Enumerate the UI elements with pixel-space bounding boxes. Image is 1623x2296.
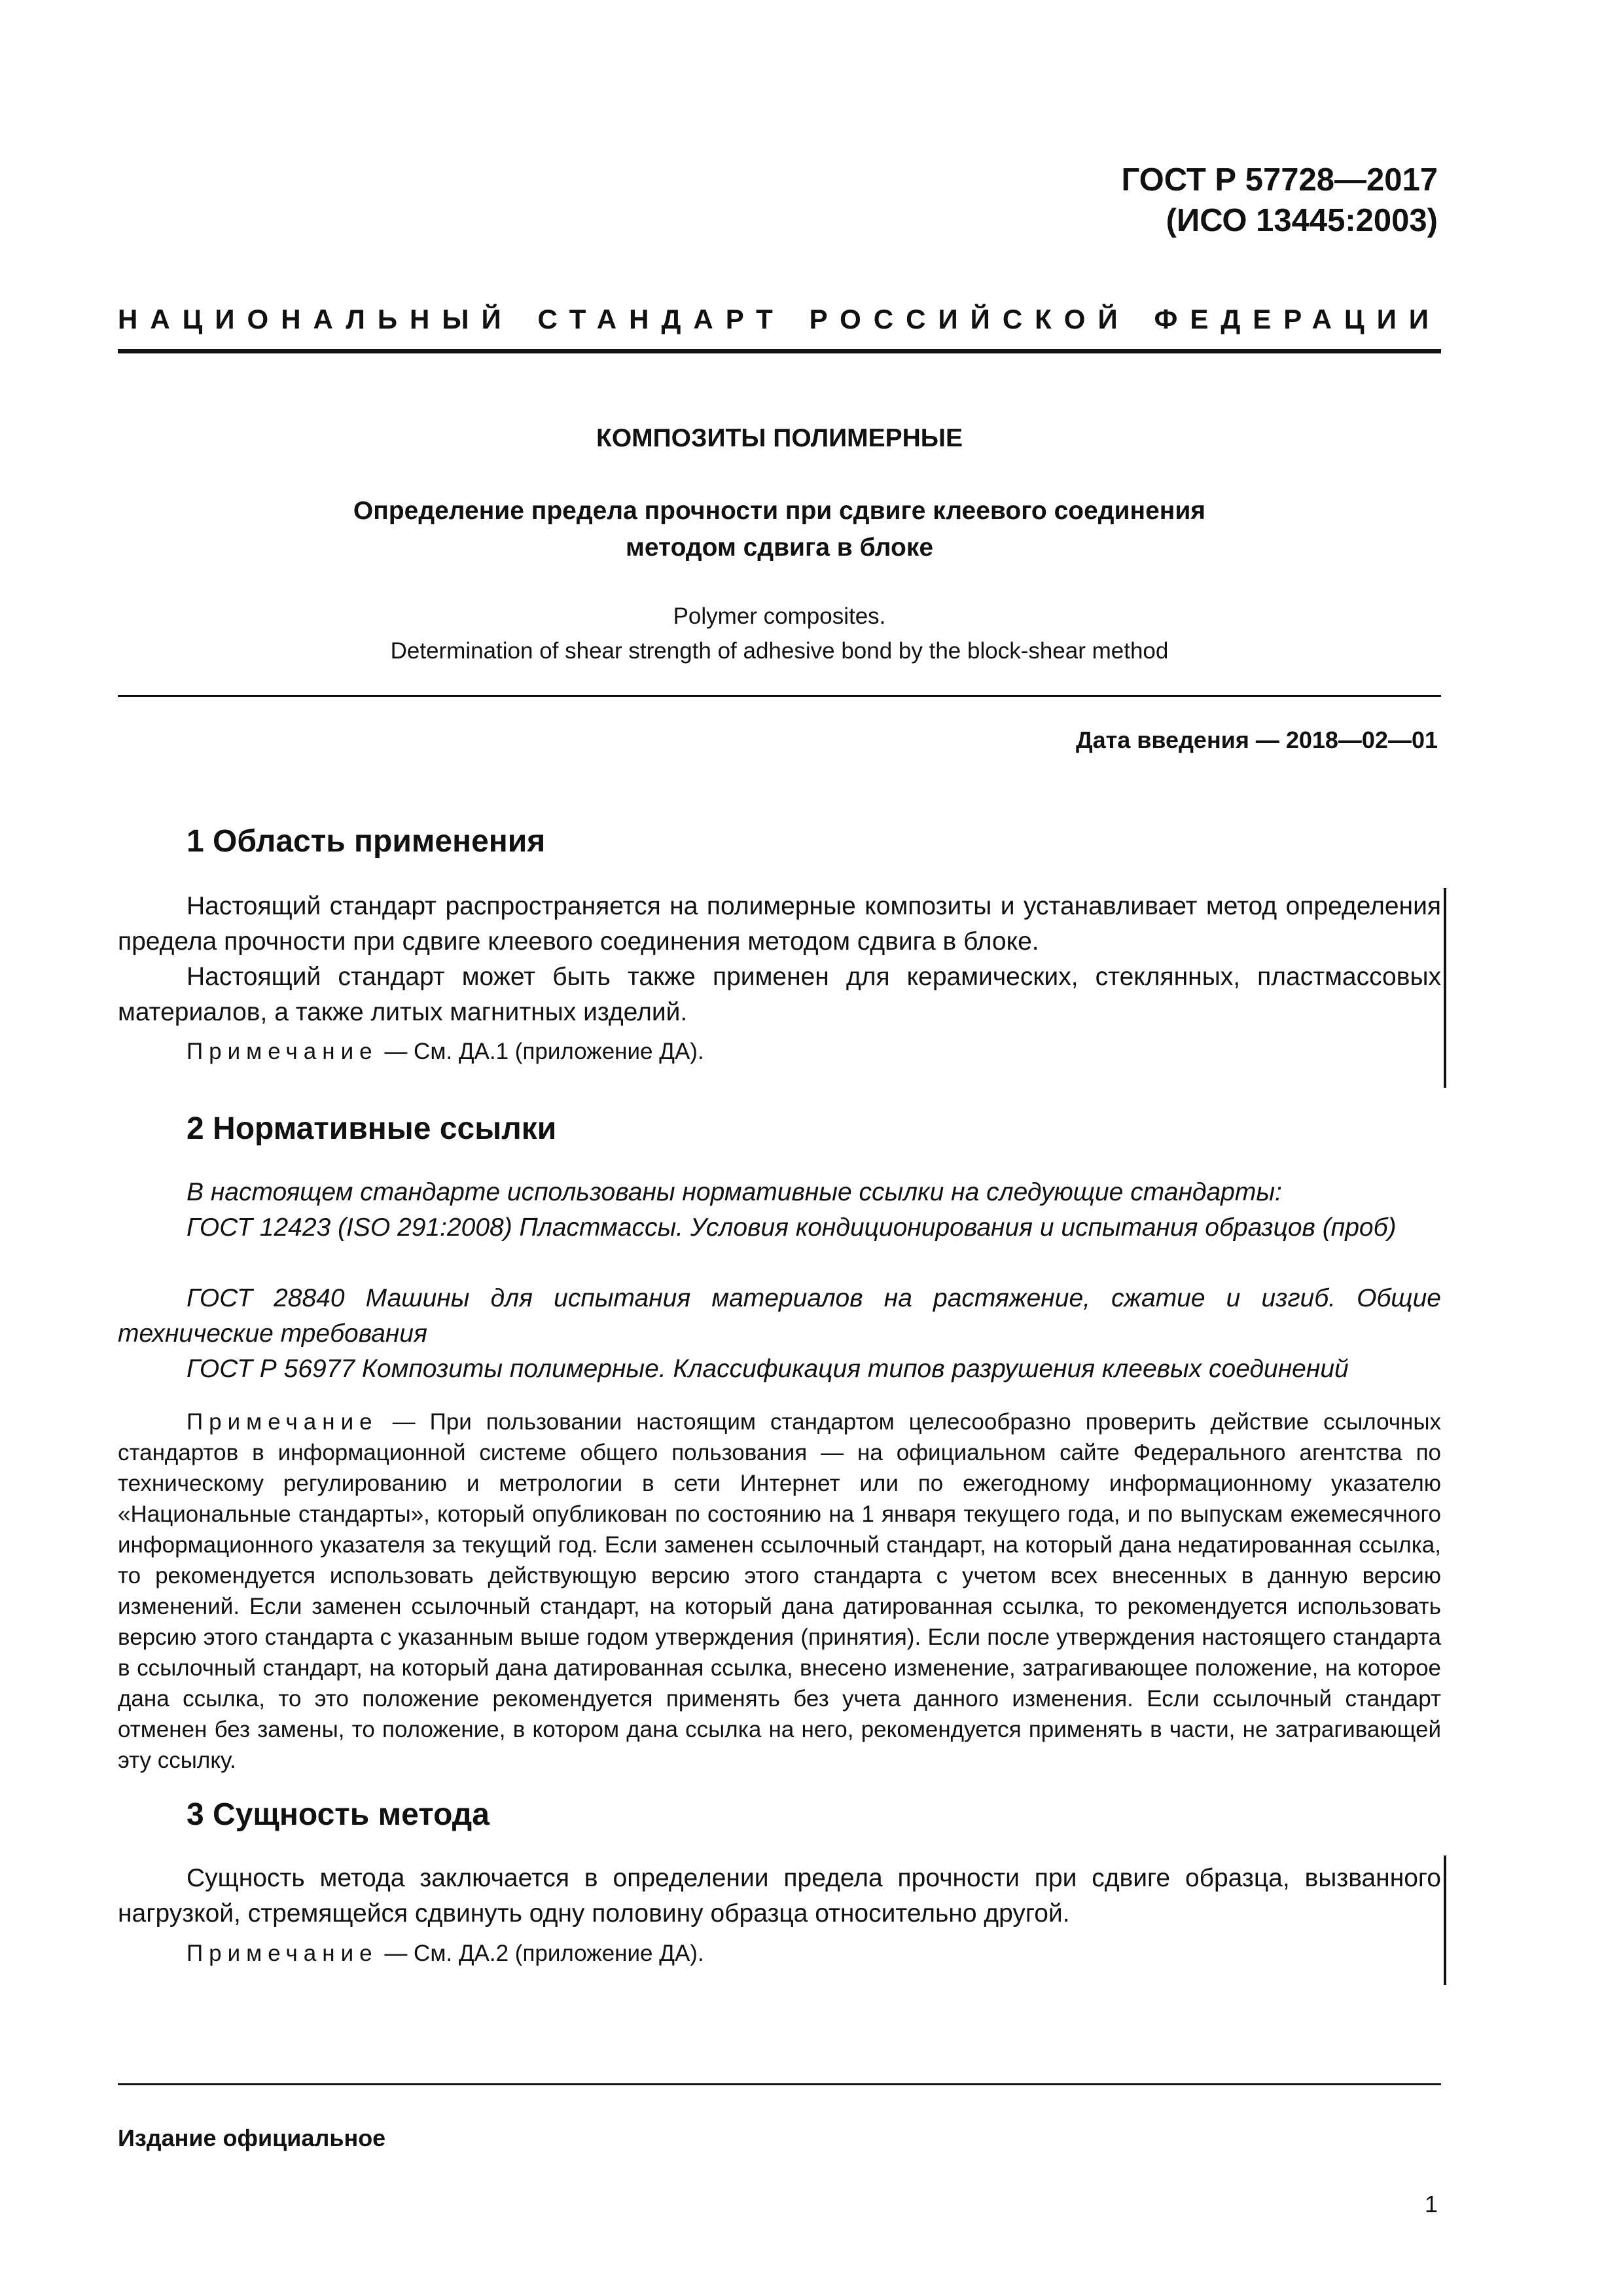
english-title-line: Polymer composites. xyxy=(673,603,886,629)
note-label: Примечание xyxy=(187,1409,378,1435)
subtitle-line: методом сдвига в блоке xyxy=(625,533,934,562)
section-1-note xyxy=(118,1036,1441,1067)
official-edition-label: Издание официальное xyxy=(118,2125,386,2151)
section-3-heading: 3 Сущность метода xyxy=(187,1797,490,1832)
change-bar xyxy=(1444,1856,1446,1985)
footer-rule xyxy=(118,2083,1441,2085)
note-text: — См. ДА.2 (приложение ДА). xyxy=(378,1941,704,1966)
note-label: Примечание xyxy=(187,1941,378,1966)
national-standard-banner xyxy=(118,302,1441,336)
note-label: Примечание xyxy=(187,1039,378,1064)
title-rule xyxy=(118,695,1441,697)
subtitle-line: Определение предела прочности при сдвиге клеевого соединения xyxy=(353,497,1206,525)
document-title: КОМПОЗИТЫ ПОЛИМЕРНЫЕ xyxy=(596,424,963,452)
banner-word: СТАНДАРТ xyxy=(537,304,785,334)
section-1-paragraph: Настоящий стандарт распространяется на полимерные композиты и устанавливает метод определения предела прочности при сдвиге клеевого соединения методом сдвига в блоке. xyxy=(118,892,1441,956)
references-intro: В настоящем стандарте использованы нормативные ссылки на следующие стандарты: xyxy=(187,1178,1282,1206)
designation-iso: (ИСО 13445:2003) xyxy=(1166,203,1438,238)
note-text: — См. ДА.1 (приложение ДА). xyxy=(378,1039,704,1064)
reference-item: ГОСТ 28840 Машины для испытания материалов на растяжение, сжатие и изгиб. Общие технические требования xyxy=(118,1284,1441,1348)
note-text: — При пользовании настоящим стандартом целесообразно проверить действие ссылочных стандартов в информационной системе общего пользования — на официальном сайте Федерального агентства по техническому регулированию и метрологии в сети Интернет или по ежегодному информационному указателю «Национальные стандарты», который опубликован по состоянию на 1 января текущего года, и по выпускам ежемесячного информационного указателя за текущий год. Если заменен ссылочный стандарт, на который дана недатированная ссылка, то рекомендуется использовать действующую версию этого стандарта с учетом всех внесенных в данную версию изменений. Если заменен ссылочный стандарт, на который дана датированная ссылка, то рекомендуется использовать версию этого стандарта с указанным выше годом утверждения (принятия). Если после утверждения настоящего стандарта в ссылочный стандарт, на который дана датированная ссылка, внесено изменение, затрагивающее положение, на которое дана ссылка, то это положение рекомендуется применять без учета данного изменения. Если ссылочный стандарт отменен без замены, то положение, в котором дана ссылка на него, рекомендуется применять в части, не затрагивающей эту ссылку. xyxy=(118,1409,1441,1773)
page-number: 1 xyxy=(1424,2191,1438,2217)
header-rule xyxy=(118,349,1441,353)
section-3-paragraph: Сущность метода заключается в определении предела прочности при сдвиге образца, вызванного нагрузкой, стремящейся сдвинуть одну половину образца относительно другой. xyxy=(118,1864,1441,1928)
section-3-note xyxy=(118,1938,1441,1969)
section-2-heading: 2 Нормативные ссылки xyxy=(187,1111,557,1146)
standard-designation xyxy=(1121,160,1438,241)
reference-item: ГОСТ 12423 (ISO 291:2008) Пластмассы. Условия кондиционирования и испытания образцов (проб) xyxy=(187,1213,1397,1242)
designation-gost: ГОСТ Р 57728—2017 xyxy=(1121,162,1438,198)
reference-item: ГОСТ Р 56977 Композиты полимерные. Классификация типов разрушения клеевых соединений xyxy=(187,1355,1349,1383)
change-bar xyxy=(1444,888,1446,1088)
english-title-line: Determination of shear strength of adhesive bond by the block-shear method xyxy=(390,638,1169,664)
banner-word: РОССИЙСКОЙ xyxy=(809,304,1130,334)
section-2-note xyxy=(118,1407,1441,1776)
banner-word: ФЕДЕРАЦИИ xyxy=(1154,304,1441,334)
banner-word: НАЦИОНАЛЬНЫЙ xyxy=(118,304,514,334)
document-subtitle xyxy=(118,493,1441,566)
introduction-date: Дата введения — 2018—02—01 xyxy=(1075,726,1438,753)
english-title xyxy=(118,599,1441,668)
section-1-heading: 1 Область применения xyxy=(187,824,546,859)
section-1-paragraph: Настоящий стандарт может быть также применен для керамических, стеклянных, пластмассовых материалов, а также литых магнитных изделий. xyxy=(118,963,1441,1026)
